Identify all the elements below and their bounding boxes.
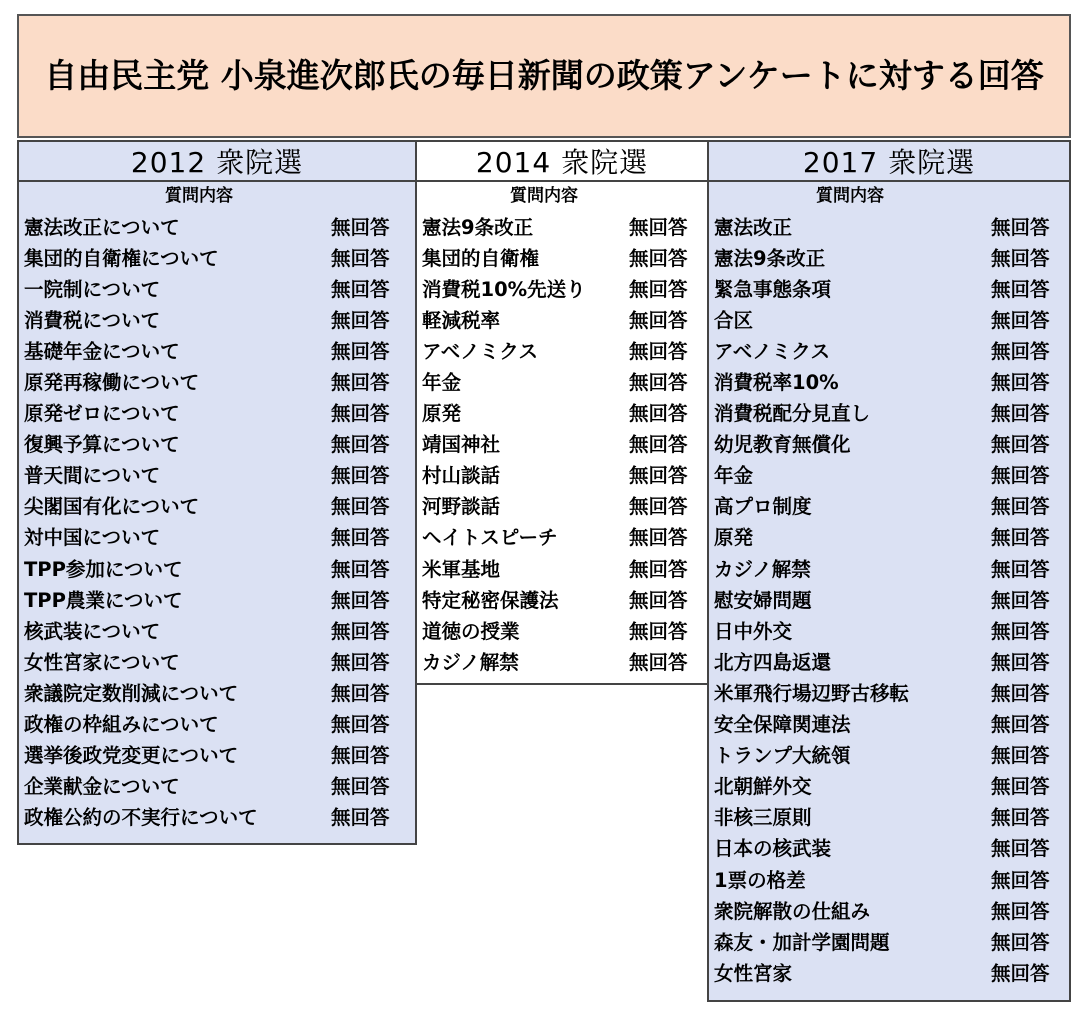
table-row — [19, 428, 415, 459]
answer-text: 無回答 — [991, 339, 1050, 363]
table-row — [709, 272, 1069, 303]
table-row — [709, 552, 1069, 583]
table-row — [19, 552, 415, 583]
answer-text: 無回答 — [991, 526, 1050, 550]
table-row — [417, 210, 707, 241]
answer-text: 無回答 — [991, 215, 1050, 239]
question-text: 靖国神社 — [422, 433, 501, 457]
answer-text: 無回答 — [629, 277, 688, 301]
table-row — [709, 459, 1069, 490]
question-list-2014 — [417, 210, 707, 676]
question-text: 一院制について — [24, 277, 161, 301]
answer-text: 無回答 — [629, 588, 688, 612]
answer-text: 無回答 — [629, 650, 688, 674]
question-text: 女性宮家について — [24, 650, 180, 674]
table-row — [709, 645, 1069, 676]
answer-text: 無回答 — [991, 650, 1050, 674]
table-row — [19, 210, 415, 241]
answer-text: 無回答 — [629, 557, 688, 581]
page-title: 自由民主党 小泉進次郎氏の毎日新聞の政策アンケートに対する回答 — [44, 56, 1044, 95]
answer-text: 無回答 — [629, 526, 688, 550]
question-text: 北方四島返還 — [714, 650, 832, 674]
question-text: 核武装について — [24, 619, 161, 643]
table-row — [19, 521, 415, 552]
answer-text: 無回答 — [991, 277, 1050, 301]
answer-text: 無回答 — [331, 588, 390, 612]
table-row — [19, 241, 415, 272]
question-text: アベノミクス — [422, 339, 539, 363]
table-row — [19, 365, 415, 396]
answer-text: 無回答 — [991, 246, 1050, 270]
column-2012 — [17, 140, 417, 845]
answer-text: 無回答 — [331, 619, 390, 643]
question-text: カジノ解禁 — [714, 557, 811, 581]
table-row — [709, 708, 1069, 739]
table-row — [417, 645, 707, 676]
answer-text: 無回答 — [991, 806, 1050, 830]
question-text: 安全保障関連法 — [714, 713, 851, 737]
question-list-2017 — [709, 210, 1069, 987]
table-row — [19, 459, 415, 490]
table-row — [417, 397, 707, 428]
question-text: 米軍基地 — [422, 557, 501, 581]
table-row — [19, 272, 415, 303]
question-text: 日中外交 — [714, 619, 793, 643]
column-2017 — [707, 140, 1071, 1002]
table-row — [19, 770, 415, 801]
column-header-2014: 2014 衆院選 — [417, 142, 707, 182]
table-row — [19, 801, 415, 832]
table-row — [709, 770, 1069, 801]
question-text: 米軍飛行場辺野古移転 — [714, 681, 910, 705]
answer-text: 無回答 — [629, 215, 688, 239]
column-2014 — [415, 140, 709, 685]
table-row — [19, 303, 415, 334]
question-text: 道徳の授業 — [422, 619, 520, 643]
answer-text: 無回答 — [629, 308, 688, 332]
question-text: アベノミクス — [714, 339, 831, 363]
question-list-2012 — [19, 210, 415, 832]
answer-text: 無回答 — [331, 277, 390, 301]
question-text: 原発 — [422, 402, 462, 426]
table-row — [709, 614, 1069, 645]
question-text: 原発ゼロについて — [24, 402, 180, 426]
question-text: 軽減税率 — [422, 308, 501, 332]
table-row — [19, 739, 415, 770]
answer-text: 無回答 — [991, 495, 1050, 519]
table-row — [19, 645, 415, 676]
question-text: トランプ大統領 — [714, 744, 851, 768]
question-text: 憲法改正について — [24, 215, 180, 239]
table-row — [709, 303, 1069, 334]
question-text: 普天間について — [24, 464, 161, 488]
table-row — [709, 583, 1069, 614]
answer-text: 無回答 — [991, 899, 1050, 923]
question-text: 合区 — [714, 308, 754, 332]
question-text: TPP農業について — [24, 588, 183, 612]
question-text: 消費税10%先送り — [422, 277, 586, 301]
question-text: 消費税率10% — [714, 371, 839, 395]
question-text: 年金 — [714, 464, 754, 488]
table-row — [709, 676, 1069, 707]
answer-text: 無回答 — [991, 371, 1050, 395]
answer-text: 無回答 — [991, 961, 1050, 985]
table-row — [19, 397, 415, 428]
question-text: 村山談話 — [422, 464, 501, 488]
table-row — [709, 241, 1069, 272]
table-row — [417, 303, 707, 334]
answer-text: 無回答 — [991, 402, 1050, 426]
answer-text: 無回答 — [629, 339, 688, 363]
answer-text: 無回答 — [629, 402, 688, 426]
table-row — [417, 614, 707, 645]
question-text: 基礎年金について — [24, 339, 180, 363]
table-row — [709, 397, 1069, 428]
table-row — [417, 490, 707, 521]
question-text: 選挙後政党変更について — [24, 744, 239, 768]
answer-text: 無回答 — [331, 650, 390, 674]
table-row — [19, 334, 415, 365]
table-row — [709, 365, 1069, 396]
answer-text: 無回答 — [331, 681, 390, 705]
table-row — [417, 241, 707, 272]
table-row — [709, 210, 1069, 241]
answer-text: 無回答 — [991, 308, 1050, 332]
answer-text: 無回答 — [331, 775, 390, 799]
table-row — [709, 490, 1069, 521]
table-row — [417, 428, 707, 459]
question-text: 集団的自衛権について — [24, 246, 219, 270]
question-text: 集団的自衛権 — [422, 246, 540, 270]
table-row — [19, 614, 415, 645]
question-header-2014: 質問内容 — [510, 186, 578, 206]
question-text: カジノ解禁 — [422, 650, 519, 674]
question-text: 北朝鮮外交 — [714, 775, 812, 799]
table-row — [709, 832, 1069, 863]
question-text: 政権の枠組みについて — [24, 713, 219, 737]
answer-text: 無回答 — [991, 433, 1050, 457]
table-row — [417, 459, 707, 490]
table-row — [709, 428, 1069, 459]
answer-text: 無回答 — [991, 619, 1050, 643]
question-text: 緊急事態条項 — [714, 277, 832, 301]
question-text: 復興予算について — [24, 433, 180, 457]
question-text: 衆議院定数削減について — [24, 681, 239, 705]
answer-text: 無回答 — [331, 495, 390, 519]
question-text: 幼児教育無償化 — [714, 433, 851, 457]
question-text: 高プロ制度 — [714, 495, 812, 519]
question-text: 年金 — [422, 371, 462, 395]
question-text: 尖閣国有化について — [24, 495, 200, 519]
table-row — [709, 334, 1069, 365]
answer-text: 無回答 — [629, 433, 688, 457]
column-header-2017: 2017 衆院選 — [709, 142, 1069, 182]
question-text: 消費税配分見直し — [714, 402, 871, 426]
answer-text: 無回答 — [331, 526, 390, 550]
question-text: 河野談話 — [422, 495, 501, 519]
question-text: 憲法9条改正 — [714, 246, 826, 270]
answer-text: 無回答 — [629, 371, 688, 395]
column-header-2012: 2012 衆院選 — [19, 142, 415, 182]
question-text: 女性宮家 — [714, 961, 793, 985]
answer-text: 無回答 — [331, 215, 390, 239]
table-row — [417, 334, 707, 365]
question-text: 1票の格差 — [714, 868, 806, 892]
question-text: 消費税について — [24, 308, 161, 332]
table-row — [417, 365, 707, 396]
question-text: 森友・加計学園問題 — [714, 930, 890, 954]
question-text: 日本の核武装 — [714, 837, 832, 861]
table-row — [709, 739, 1069, 770]
answer-text: 無回答 — [991, 464, 1050, 488]
answer-text: 無回答 — [991, 713, 1050, 737]
answer-text: 無回答 — [991, 744, 1050, 768]
answer-text: 無回答 — [331, 464, 390, 488]
answer-text: 無回答 — [331, 744, 390, 768]
table-row — [709, 925, 1069, 956]
question-text: 政権公約の不実行について — [24, 806, 258, 830]
answer-text: 無回答 — [991, 681, 1050, 705]
question-header-2017: 質問内容 — [816, 186, 884, 206]
question-text: 憲法9条改正 — [422, 215, 534, 239]
question-text: TPP参加について — [24, 557, 183, 581]
table-row — [19, 708, 415, 739]
table-row — [709, 894, 1069, 925]
question-text: 企業献金について — [24, 775, 180, 799]
question-text: ヘイトスピーチ — [422, 526, 558, 550]
table-row — [19, 490, 415, 521]
answer-text: 無回答 — [331, 402, 390, 426]
answer-text: 無回答 — [331, 308, 390, 332]
answer-text: 無回答 — [991, 588, 1050, 612]
table-row — [417, 583, 707, 614]
answer-text: 無回答 — [991, 557, 1050, 581]
answer-text: 無回答 — [629, 464, 688, 488]
answer-text: 無回答 — [331, 246, 390, 270]
question-text: 特定秘密保護法 — [422, 588, 559, 612]
answer-text: 無回答 — [331, 339, 390, 363]
table-row — [19, 676, 415, 707]
table-row — [19, 583, 415, 614]
title-banner — [17, 14, 1071, 138]
table-row — [417, 552, 707, 583]
question-header-2012: 質問内容 — [165, 186, 233, 206]
answer-text: 無回答 — [629, 495, 688, 519]
question-text: 対中国について — [24, 526, 161, 550]
table-row — [709, 863, 1069, 894]
table-row — [417, 521, 707, 552]
question-text: 原発 — [714, 526, 754, 550]
answer-text: 無回答 — [991, 930, 1050, 954]
answer-text: 無回答 — [331, 433, 390, 457]
question-text: 憲法改正 — [714, 215, 793, 239]
answer-text: 無回答 — [331, 557, 390, 581]
question-text: 慰安婦問題 — [714, 588, 812, 612]
answer-text: 無回答 — [991, 868, 1050, 892]
question-text: 衆院解散の仕組み — [714, 899, 871, 923]
question-text: 非核三原則 — [714, 806, 812, 830]
answer-text: 無回答 — [629, 246, 688, 270]
answer-text: 無回答 — [331, 806, 390, 830]
table-row — [417, 272, 707, 303]
answer-text: 無回答 — [331, 713, 390, 737]
question-text: 原発再稼働について — [24, 371, 200, 395]
answer-text: 無回答 — [991, 775, 1050, 799]
answer-text: 無回答 — [991, 837, 1050, 861]
table-row — [709, 956, 1069, 987]
table-row — [709, 801, 1069, 832]
table-row — [709, 521, 1069, 552]
answer-text: 無回答 — [331, 371, 390, 395]
answer-text: 無回答 — [629, 619, 688, 643]
